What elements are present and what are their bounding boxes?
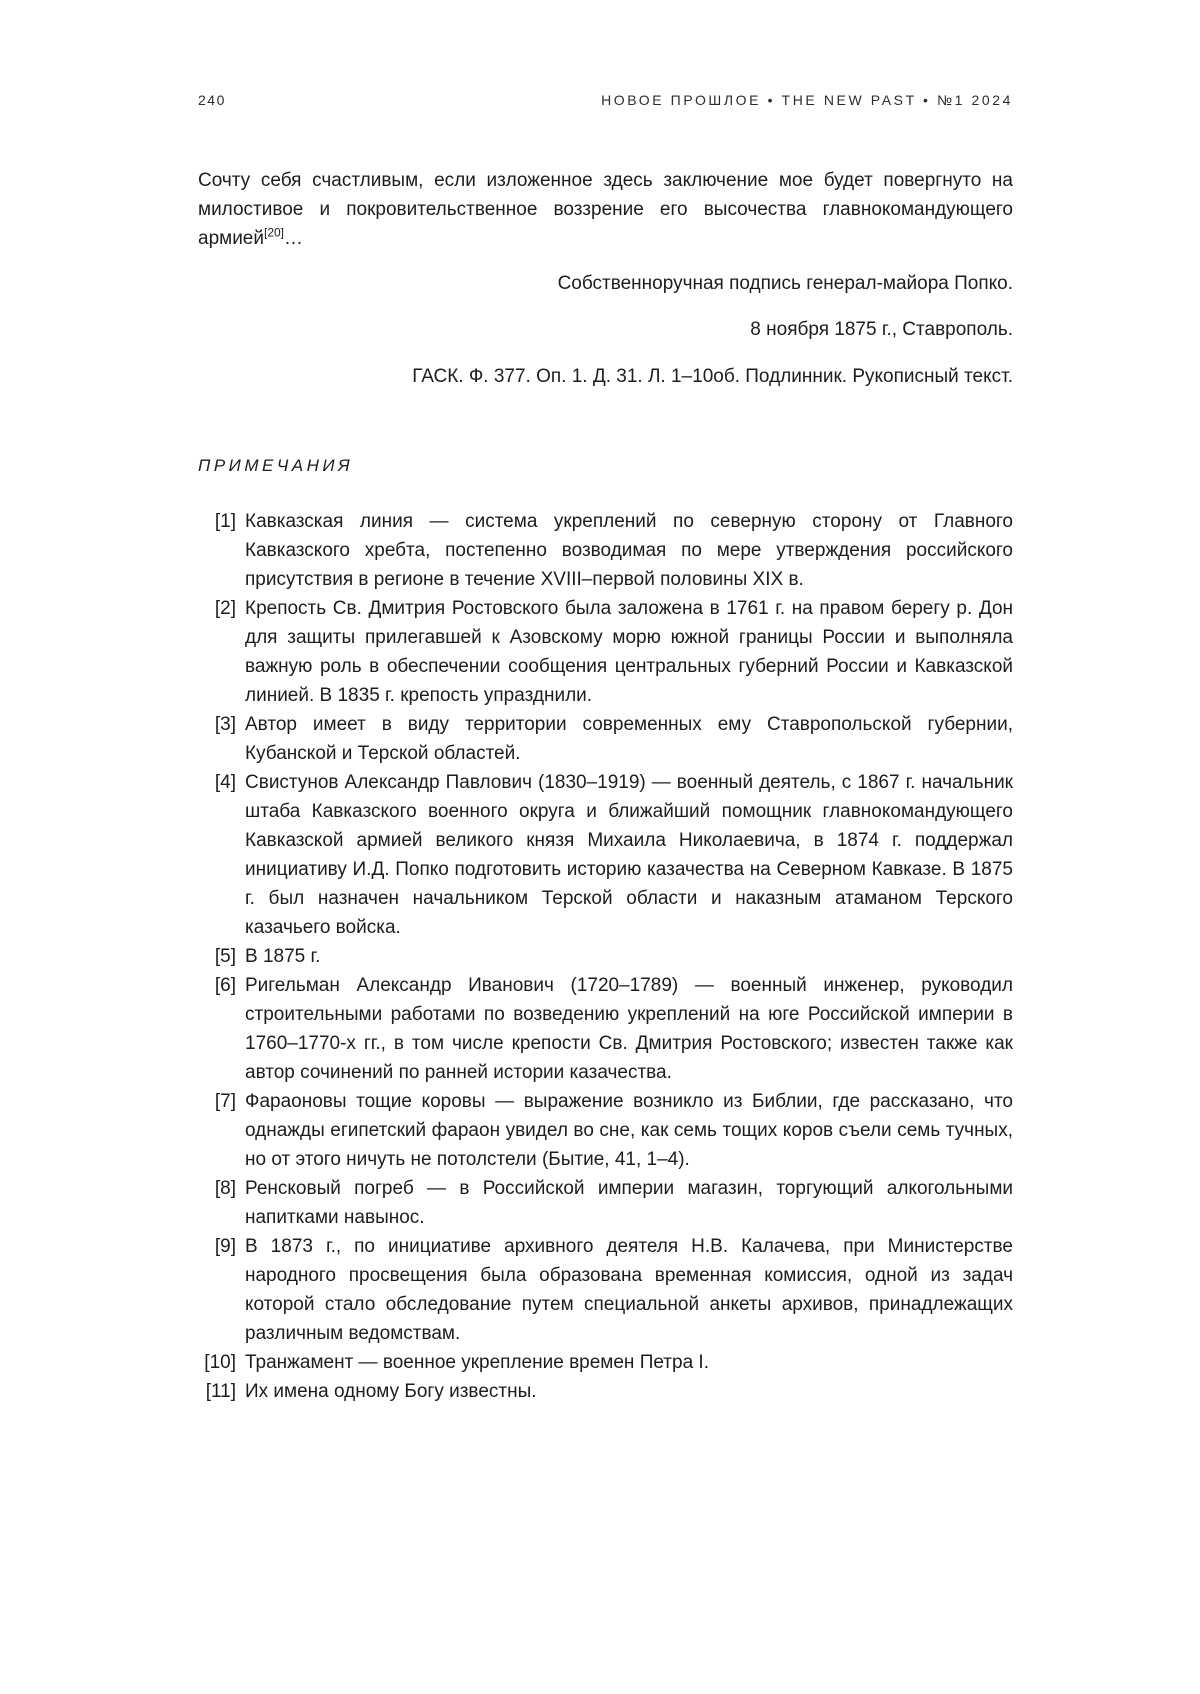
note-label: [4] — [214, 772, 236, 793]
note-label: [9] — [214, 1236, 236, 1257]
archive-reference-line: ГАСК. Ф. 377. Оп. 1. Д. 31. Л. 1–10об. Подлинник. Рукописный текст. — [412, 366, 1013, 387]
running-head — [198, 92, 1013, 108]
note-text: Их имена одному Богу известны. — [245, 1381, 537, 1402]
note-label: [11] — [205, 1381, 236, 1402]
note-text: В 1873 г., по инициативе архивного деятеля Н.В. Калачева, при Министерстве народного просвещения была образована временная комиссия, одной из задач которой стало обследование путем специальной анкеты архивов, принадлежащих различным ведомствам. — [245, 1236, 1013, 1344]
note-label: [10] — [204, 1352, 236, 1373]
note-text: Транжамент — военное укрепление времен Петра I. — [245, 1352, 709, 1373]
closing-paragraph — [198, 166, 1013, 253]
note-item — [198, 1087, 1013, 1174]
note-item — [198, 594, 1013, 710]
note-item — [198, 1377, 1013, 1406]
note-item — [198, 942, 1013, 971]
note-label: [3] — [214, 714, 236, 735]
signature-line: Собственноручная подпись генерал-майора Попко. — [557, 273, 1013, 294]
note-text: Кавказская линия — система укреплений по северную сторону от Главного Кавказского хребта, постепенно возводимая по мере утверждения российского присутствия в регионе в течение XVIII–первой половины XIX в. — [245, 511, 1013, 590]
note-text: Автор имеет в виду территории современных ему Ставропольской губернии, Кубанской и Терской областей. — [245, 714, 1013, 764]
notes-list — [198, 507, 1013, 1406]
note-label: [7] — [214, 1091, 236, 1112]
note-text: В 1875 г. — [245, 946, 321, 967]
note-text: Свистунов Александр Павлович (1830–1919) — военный деятель, с 1867 г. начальник штаба Кавказского военного округа и ближайший помощник главнокомандующего Кавказской армией великого князя Михаила Николаевича, в 1874 г. поддержал инициативу И.Д. Попко подготовить историю казачества на Северном Кавказе. В 1875 г. был назначен начальником Терской области и наказным атаманом Терского казачьего войска. — [245, 772, 1013, 938]
note-text: Ригельман Александр Иванович (1720–1789) — военный инженер, руководил строительными работами по возведению укреплений на юге Российской империи в 1760–1770-х гг., в том числе крепости Св. Дмитрия Ростовского; известен также как автор сочинений по ранней истории казачества. — [245, 975, 1013, 1083]
closing-paragraph-ellipsis: … — [284, 228, 304, 249]
note-label: [8] — [214, 1178, 236, 1199]
note-label: [1] — [214, 511, 236, 532]
footnote-ref-20: [20] — [264, 225, 285, 240]
note-label: [5] — [214, 946, 236, 967]
note-item — [198, 507, 1013, 594]
note-item — [198, 768, 1013, 942]
document-body — [198, 166, 1013, 1406]
note-item — [198, 710, 1013, 768]
note-text: Ренсковый погреб — в Российской империи магазин, торгующий алкогольными напитками навынос. — [245, 1178, 1013, 1228]
closing-paragraph-text: Сочту себя счастливым, если изложенное здесь заключение мое будет повергнуто на милостивое и покровительственное воззрение его высочества главнокомандующего армией — [198, 170, 1013, 249]
note-item — [198, 1348, 1013, 1377]
date-place-line: 8 ноября 1875 г., Ставрополь. — [750, 319, 1013, 340]
note-label: [6] — [214, 975, 236, 996]
note-label: [2] — [214, 598, 236, 619]
page-number: 240 — [198, 92, 226, 108]
note-text: Крепость Св. Дмитрия Ростовского была заложена в 1761 г. на правом берегу р. Дон для защиты прилегавшей к Азовскому морю южной границы России и выполняла важную роль в обеспечении сообщения центральных губерний России и Кавказской линией. В 1835 г. крепость упразднили. — [245, 598, 1013, 706]
note-item — [198, 1232, 1013, 1348]
journal-title: НОВОЕ ПРОШЛОЕ • THE NEW PAST • №1 2024 — [601, 92, 1013, 108]
notes-heading: ПРИМЕЧАНИЯ — [198, 456, 354, 475]
note-item — [198, 1174, 1013, 1232]
note-text: Фараоновы тощие коровы — выражение возникло из Библии, где рассказано, что однажды египетский фараон увидел во сне, как семь тощих коров съели семь тучных, но от этого ничуть не потолстели (Бытие, 41, 1–4). — [245, 1091, 1013, 1170]
note-item — [198, 971, 1013, 1087]
